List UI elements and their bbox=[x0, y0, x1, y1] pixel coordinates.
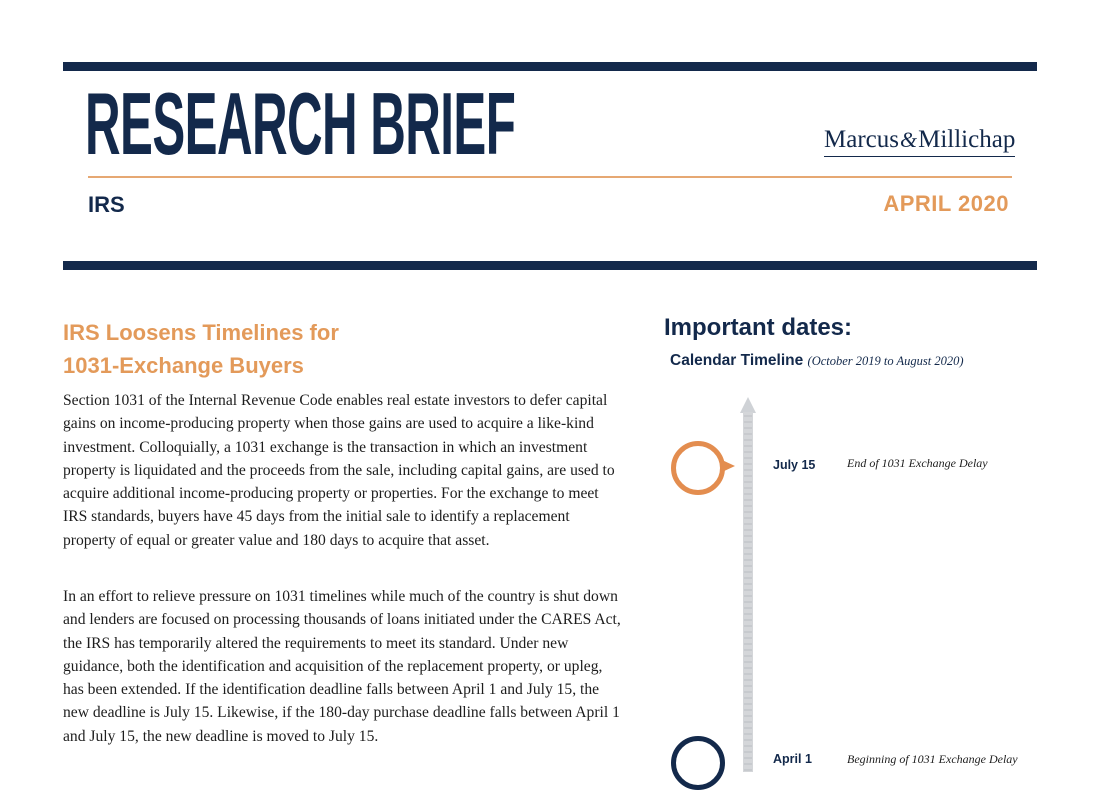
event-date-july-15: July 15 bbox=[773, 458, 816, 472]
calendar-title-label: Calendar Timeline bbox=[670, 352, 804, 369]
event-pointer-icon bbox=[722, 460, 735, 472]
event-marker-july-15 bbox=[671, 441, 725, 495]
headline-line-2: 1031-Exchange Buyers bbox=[63, 353, 304, 378]
article-body bbox=[63, 389, 623, 552]
issue-date: APRIL 2020 bbox=[883, 191, 1009, 216]
top-rule bbox=[63, 62, 1037, 71]
event-description-july-15: End of 1031 Exchange Delay bbox=[847, 456, 988, 470]
article-body-continued bbox=[63, 585, 623, 748]
event-marker-april-1 bbox=[671, 736, 725, 790]
calendar-range: (October 2019 to August 2020) bbox=[807, 354, 964, 368]
bottom-rule bbox=[63, 261, 1037, 270]
publication-title: RESEARCH BRIEF bbox=[85, 74, 516, 173]
important-dates-heading: Important dates: bbox=[664, 314, 853, 341]
paragraph-1: Section 1031 of the Internal Revenue Code enables real estate investors to defer capital gains on income-producing property when those gains are used to acquire a like-kind investment. Colloquially, a 1031 exchange is the transaction in which an investment property is liquidated and the proceeds from the sale, including capital gains, are used to acquire additional income-producing property or properties. For the exchange to meet IRS standards, buyers have 45 days from the initial sale to identify a replacement property of equal or greater value and 180 days to acquire that asset. bbox=[63, 392, 615, 549]
logo-word-left: Marcus bbox=[824, 126, 899, 153]
event-date-april-1: April 1 bbox=[773, 752, 812, 766]
headline-line-1: IRS Loosens Timelines for bbox=[63, 320, 339, 345]
paragraph-2: In an effort to relieve pressure on 1031 timelines while much of the country is shut down and lenders are focused on processing thousands of loans initiated under the CARES Act, the IRS has temporarily altered the requirements to meet its standard. Under new guidance, both the identification and acquisition of the replacement property, or upleg, has been extended. If the identification deadline falls between April 1 and July 15, the new deadline is July 15. Likewise, if the 180-day purchase deadline falls between April 1 and July 15, the new deadline is moved to July 15. bbox=[63, 588, 621, 745]
header-divider bbox=[88, 176, 1012, 178]
logo-ampersand: & bbox=[899, 127, 918, 152]
event-description-april-1: Beginning of 1031 Exchange Delay bbox=[847, 752, 1018, 766]
company-logo bbox=[824, 126, 1015, 157]
calendar-timeline-title bbox=[670, 352, 964, 370]
timeline-arrow-icon bbox=[740, 397, 756, 413]
logo-word-right: Millichap bbox=[918, 126, 1016, 153]
topic-label: IRS bbox=[88, 192, 125, 217]
timeline-ticks bbox=[743, 412, 753, 772]
article-headline bbox=[63, 316, 483, 382]
